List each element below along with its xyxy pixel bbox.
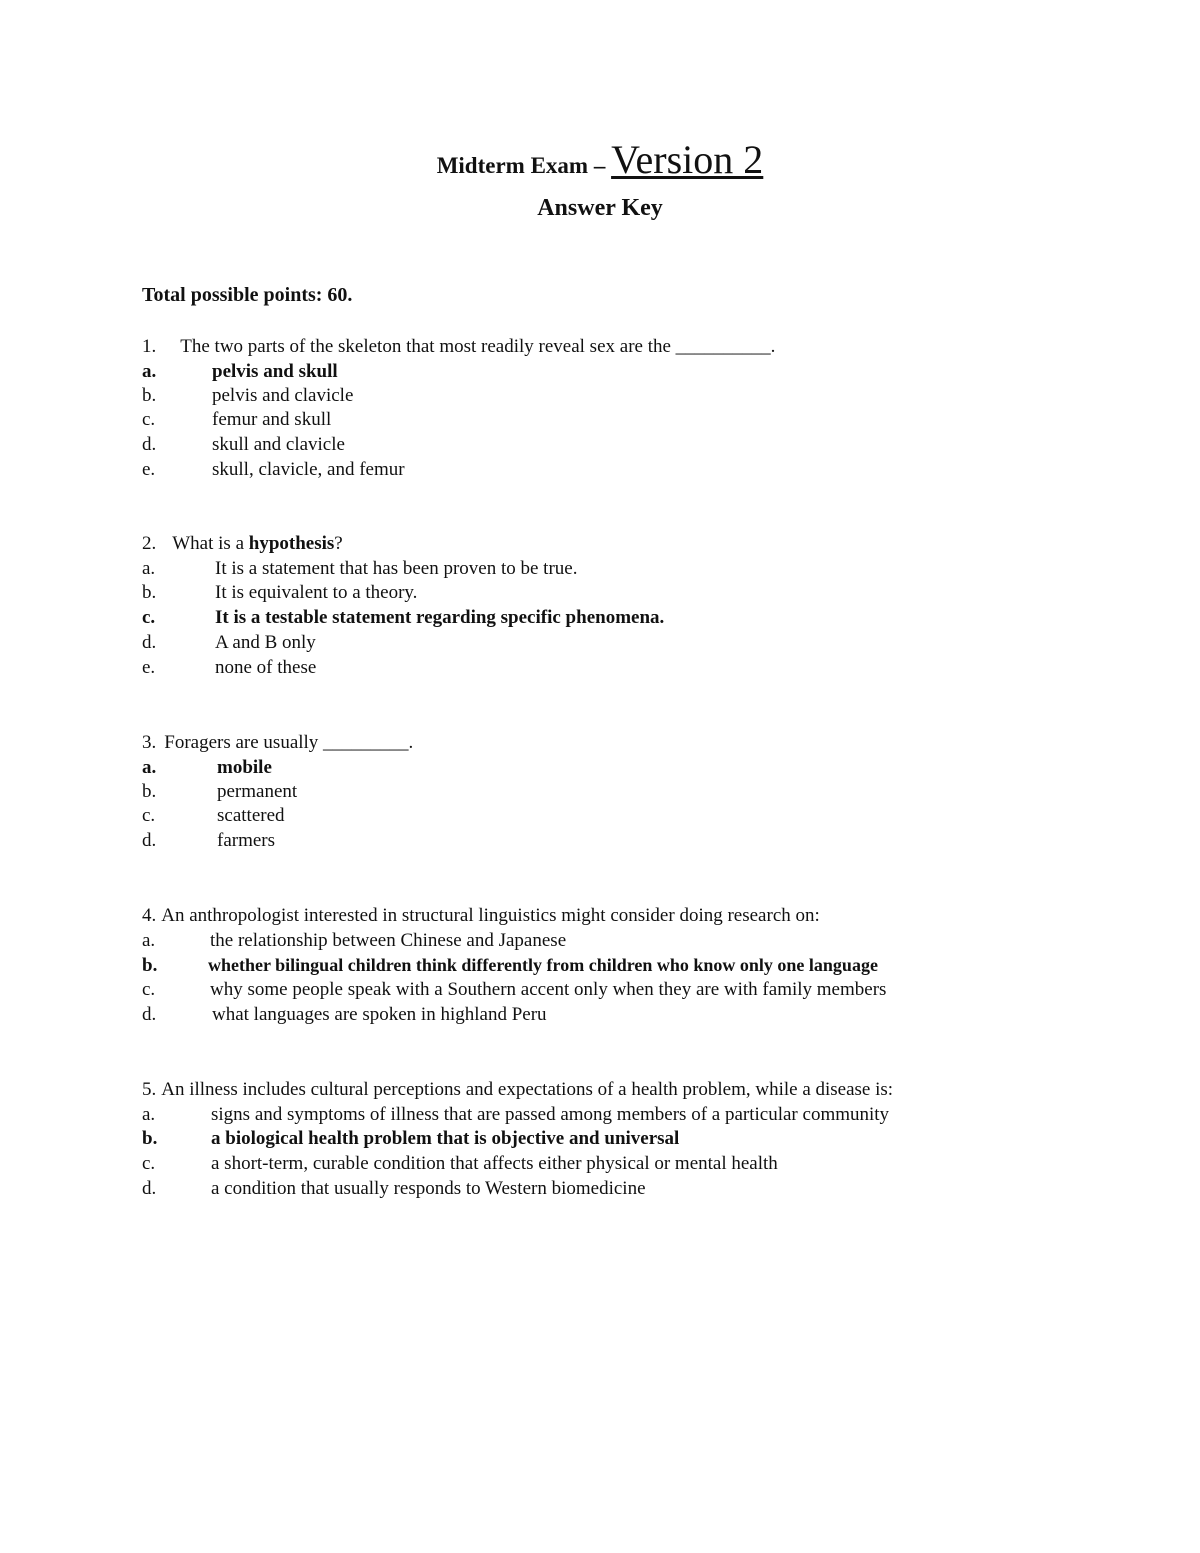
- question-number: 5.: [142, 1079, 157, 1100]
- option-letter: d.: [142, 632, 157, 653]
- option-letter: e.: [142, 657, 156, 678]
- option-letter: b.: [142, 781, 157, 802]
- question-number: 4.: [142, 905, 157, 926]
- option-text: pelvis and skull: [212, 361, 338, 382]
- option-letter: a.: [142, 558, 156, 579]
- option-text: why some people speak with a Southern accent only when they are with family members: [210, 979, 887, 1000]
- option-text: femur and skull: [212, 409, 332, 430]
- question-2-stem: [142, 533, 343, 555]
- option-letter: a.: [142, 361, 157, 382]
- question-text-before: What is a: [172, 533, 249, 554]
- page-subtitle: Answer Key: [537, 195, 663, 221]
- option-text: skull, clavicle, and femur: [212, 459, 405, 480]
- option-letter: e.: [142, 459, 156, 480]
- option-text: scattered: [217, 805, 285, 826]
- option-text: pelvis and clavicle: [212, 385, 354, 406]
- option-letter: c.: [142, 607, 156, 628]
- question-text: An illness includes cultural perceptions and expectations of a health problem, while a disease is:: [161, 1079, 894, 1100]
- option-letter: a.: [142, 1104, 156, 1125]
- question-3-stem: [142, 732, 413, 754]
- question-number: 2.: [142, 533, 157, 554]
- question-text: An anthropologist interested in structural linguistics might consider doing research on:: [161, 905, 820, 926]
- option-letter: c.: [142, 409, 156, 430]
- question-text: The two parts of the skeleton that most readily reveal sex are the __________.: [180, 336, 776, 357]
- option-letter: d.: [142, 434, 157, 455]
- option-letter: a.: [142, 757, 157, 778]
- question-4-stem: [142, 905, 820, 927]
- question-number: 3.: [142, 732, 157, 753]
- option-text: signs and symptoms of illness that are passed among members of a particular community: [211, 1104, 890, 1125]
- total-points: Total possible points: 60.: [142, 284, 353, 306]
- question-text-after: ?: [334, 533, 343, 554]
- option-letter: b.: [142, 385, 157, 406]
- option-letter: a.: [142, 930, 156, 951]
- option-text: whether bilingual children think differently from children who know only one language: [208, 955, 878, 975]
- option-letter: d.: [142, 830, 157, 851]
- question-1-stem: [142, 336, 775, 358]
- option-text: A and B only: [215, 632, 316, 653]
- title-prefix: Midterm Exam –: [436, 153, 612, 178]
- option-text: a condition that usually responds to Western biomedicine: [211, 1178, 646, 1199]
- option-letter: b.: [142, 1128, 158, 1149]
- option-letter: d.: [142, 1004, 157, 1025]
- page-title: [0, 137, 1200, 182]
- option-text: mobile: [217, 757, 272, 778]
- question-text-bold: hypothesis: [248, 533, 335, 554]
- option-letter: c.: [142, 805, 156, 826]
- option-text: It is a statement that has been proven to be true.: [215, 558, 578, 579]
- question-number: 1.: [142, 336, 157, 357]
- question-text: Foragers are usually _________.: [164, 732, 414, 753]
- option-text: It is equivalent to a theory.: [215, 582, 418, 603]
- option-text: farmers: [217, 830, 276, 851]
- title-version: Version 2: [611, 137, 764, 182]
- option-text: skull and clavicle: [212, 434, 345, 455]
- option-letter: b.: [142, 582, 157, 603]
- option-letter: c.: [142, 1153, 156, 1174]
- option-text: a biological health problem that is objective and universal: [211, 1128, 680, 1149]
- option-text: none of these: [215, 657, 317, 678]
- option-text: a short-term, curable condition that affects either physical or mental health: [211, 1153, 778, 1174]
- option-letter: b.: [142, 955, 158, 976]
- option-text: what languages are spoken in highland Peru: [212, 1004, 547, 1025]
- question-5-stem: [142, 1079, 893, 1101]
- option-letter: d.: [142, 1178, 157, 1199]
- option-text: It is a testable statement regarding specific phenomena.: [215, 607, 665, 628]
- option-text: permanent: [217, 781, 298, 802]
- option-text: the relationship between Chinese and Japanese: [210, 930, 567, 951]
- option-letter: c.: [142, 979, 156, 1000]
